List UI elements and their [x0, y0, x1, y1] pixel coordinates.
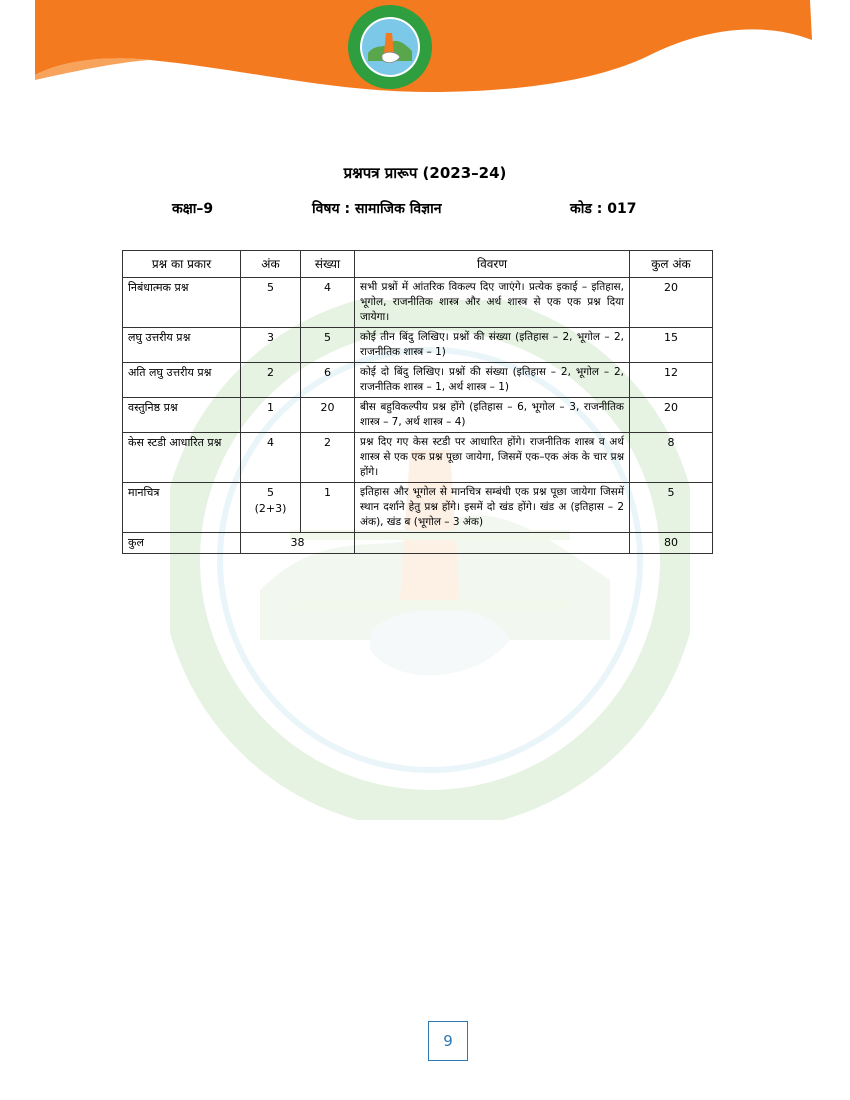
marks-detail: (2+3) — [254, 502, 287, 515]
table-row — [123, 433, 713, 483]
marks-cell: 3 — [241, 328, 301, 363]
count-cell: 4 — [301, 278, 355, 328]
code-label: कोड : 017 — [570, 201, 637, 217]
grand-total-cell: 80 — [630, 533, 713, 554]
column-header: अंक — [241, 251, 301, 278]
count-cell: 2 — [301, 433, 355, 483]
column-header: विवरण — [355, 251, 630, 278]
blueprint-table — [122, 250, 713, 554]
description-cell: इतिहास और भूगोल से मानचित्र सम्बंधी एक प्रश्न पूछा जायेगा जिसमें स्थान दर्शाने हेतु प्रश्न होंगे। इसमें दो खंड होंगे। खंड अ (इतिहास – 2 अंक), खंड ब (भूगोल – 3 अंक) — [355, 483, 630, 533]
question-type-cell: अति लघु उत्तरीय प्रश्न — [123, 363, 241, 398]
marks-cell: 2 — [241, 363, 301, 398]
table-header-row — [123, 251, 713, 278]
table-row — [123, 278, 713, 328]
count-cell: 5 — [301, 328, 355, 363]
marks-cell: 4 — [241, 433, 301, 483]
subject-label: विषय : सामाजिक विज्ञान — [312, 201, 442, 217]
question-type-cell: वस्तुनिष्ठ प्रश्न — [123, 398, 241, 433]
school-logo-icon — [346, 3, 434, 91]
table-row — [123, 398, 713, 433]
total-cell: 5 — [630, 483, 713, 533]
column-header: कुल अंक — [630, 251, 713, 278]
description-cell: कोई तीन बिंदु लिखिए। प्रश्नों की संख्या (इतिहास – 2, भूगोल – 2, राजनीतिक शास्त्र – 1) — [355, 328, 630, 363]
description-cell: प्रश्न दिए गए केस स्टडी पर आधारित होंगे। राजनीतिक शास्त्र व अर्थ शास्त्र से एक एक प्रश्न पूछा जायेगा, जिसमें एक–एक अंक के चार प्रश्न होंगे। — [355, 433, 630, 483]
description-cell: कोई दो बिंदु लिखिए। प्रश्नों की संख्या (इतिहास – 2, भूगोल – 2, राजनीतिक शास्त्र – 1, अर्थ शास्त्र – 1) — [355, 363, 630, 398]
count-cell: 1 — [301, 483, 355, 533]
marks-cell — [241, 483, 301, 533]
count-cell: 20 — [301, 398, 355, 433]
total-cell: 8 — [630, 433, 713, 483]
total-count-cell: 38 — [241, 533, 355, 554]
description-cell: सभी प्रश्नों में आंतरिक विकल्प दिए जाएंगे। प्रत्येक इकाई – इतिहास, भूगोल, राजनीतिक शास्त्र और अर्थ शास्त्र से एक एक प्रश्न दिया जायेगा। — [355, 278, 630, 328]
class-label: कक्षा–9 — [172, 201, 214, 217]
total-label-cell: कुल — [123, 533, 241, 554]
column-header: प्रश्न का प्रकार — [123, 251, 241, 278]
marks-cell: 1 — [241, 398, 301, 433]
page-number: 9 — [428, 1021, 468, 1061]
table-row — [123, 328, 713, 363]
marks-cell: 5 — [241, 278, 301, 328]
question-type-cell: मानचित्र — [123, 483, 241, 533]
page-title: प्रश्नपत्र प्रारूप (2023–24) — [343, 164, 507, 182]
description-cell: बीस बहुविकल्पीय प्रश्न होंगे (इतिहास – 6, भूगोल – 3, राजनीतिक शास्त्र – 7, अर्थ शास्त्र – 4) — [355, 398, 630, 433]
table-row — [123, 363, 713, 398]
marks-value: 5 — [267, 486, 274, 499]
total-cell: 20 — [630, 278, 713, 328]
count-cell: 6 — [301, 363, 355, 398]
total-cell: 15 — [630, 328, 713, 363]
total-cell: 20 — [630, 398, 713, 433]
empty-cell — [355, 533, 630, 554]
total-cell: 12 — [630, 363, 713, 398]
total-row — [123, 533, 713, 554]
question-type-cell: निबंधात्मक प्रश्न — [123, 278, 241, 328]
question-type-cell: लघु उत्तरीय प्रश्न — [123, 328, 241, 363]
question-type-cell: केस स्टडी आधारित प्रश्न — [123, 433, 241, 483]
table-row — [123, 483, 713, 533]
column-header: संख्या — [301, 251, 355, 278]
